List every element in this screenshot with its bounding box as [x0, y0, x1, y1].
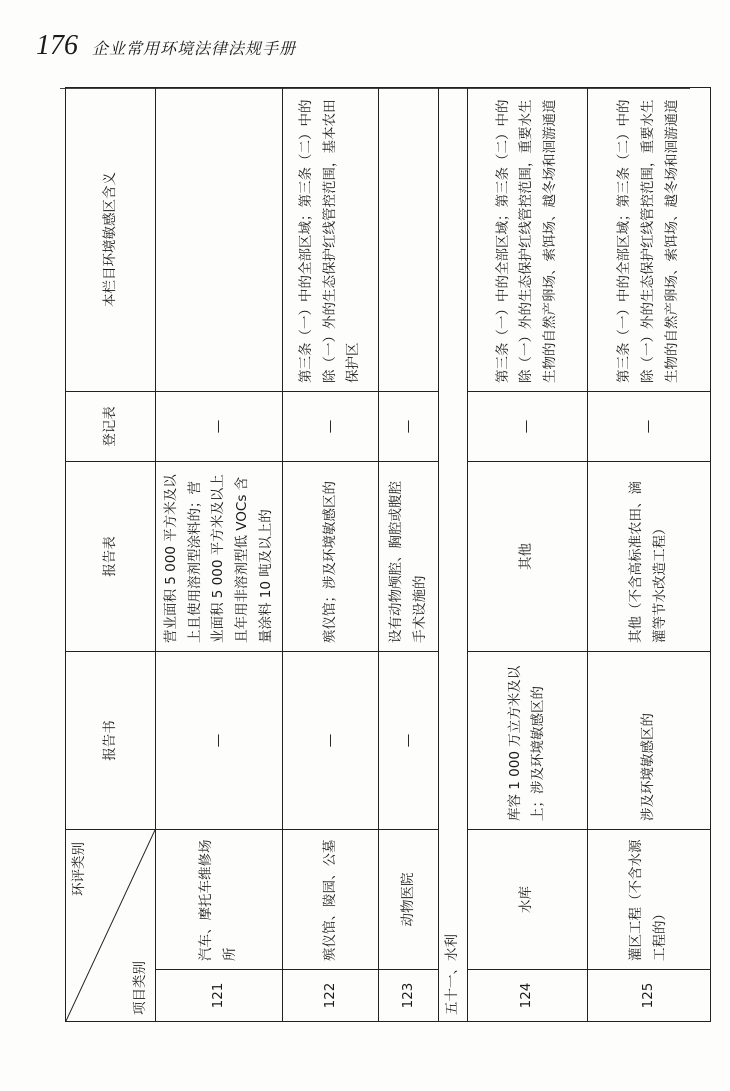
regulation-table-region [65, 88, 690, 1022]
table-row [156, 88, 283, 1022]
diagonal-header-cell [66, 830, 156, 1022]
table-row [283, 88, 379, 1022]
row-number: 124 [467, 970, 587, 1022]
row-number: 122 [283, 970, 379, 1022]
row-number: 123 [379, 970, 439, 1022]
row-report-form: 营业面积 5 000 平方米及以上且使用溶剂型涂料的；营业面积 5 000 平方米及以上且年用非溶剂型低 VOCs 含量涂料 10 吨及以上的 [156, 462, 283, 652]
diag-top-label: 环评类别 [71, 842, 87, 896]
row-report-book: — [283, 652, 379, 830]
col-sensitive: 本栏目环境敏感区含义 [66, 88, 156, 392]
row-report-form: 其他（不含高标准农田、滴灌等节水改造工程） [587, 462, 710, 652]
row-category: 水库 [467, 830, 587, 970]
row-register: — [379, 392, 439, 462]
book-title: 企业常用环境法律法规手册 [92, 39, 297, 58]
section-label: 五十一、水利 [439, 88, 468, 1022]
row-sensitive [379, 88, 439, 392]
table-row [467, 88, 587, 1022]
col-report-book: 报告书 [66, 652, 156, 830]
row-report-book: — [379, 652, 439, 830]
row-sensitive: 第三条（一）中的全部区域；第三条（二）中的除（一）外的生态保护红线管控范围，重要水生生物的自然产卵场、索饵场、越冬场和洄游通道 [467, 88, 587, 392]
row-number: 125 [587, 970, 710, 1022]
table-row [587, 88, 710, 1022]
row-report-form: 设有动物颅腔、胸腔或腹腔手术设施的 [379, 462, 439, 652]
section-row [439, 88, 468, 1022]
row-sensitive: 第三条（一）中的全部区域；第三条（二）中的除（一）外的生态保护红线管控范围，基本农田保护区 [283, 88, 379, 392]
row-sensitive: 第三条（一）中的全部区域；第三条（二）中的除（一）外的生态保护红线管控范围，重要水生生物的自然产卵场、索饵场、越冬场和洄游通道 [587, 88, 710, 392]
row-category: 汽车、摩托车维修场所 [156, 830, 283, 970]
page-header [36, 30, 296, 62]
row-category: 灌区工程（不含水源工程的） [587, 830, 710, 970]
row-report-book: — [156, 652, 283, 830]
row-register: — [467, 392, 587, 462]
row-number: 121 [156, 970, 283, 1022]
regulation-table [65, 87, 711, 1022]
row-category: 殡仪馆、陵园、公墓 [283, 830, 379, 970]
row-sensitive [156, 88, 283, 392]
row-report-form: 其他 [467, 462, 587, 652]
diag-bottom-label: 项目类别 [132, 961, 149, 1015]
row-register: — [156, 392, 283, 462]
table-row [379, 88, 439, 1022]
row-register: — [283, 392, 379, 462]
row-report-book: 库容 1 000 万立方米及以上；涉及环境敏感区的 [467, 652, 587, 830]
row-category: 动物医院 [379, 830, 439, 970]
page-number: 176 [36, 30, 78, 61]
row-register: — [587, 392, 710, 462]
row-report-book: 涉及环境敏感区的 [587, 652, 710, 830]
row-report-form: 殡仪馆；涉及环境敏感区的 [283, 462, 379, 652]
col-report-form: 报告表 [66, 462, 156, 652]
col-register: 登记表 [66, 392, 156, 462]
table-header-row [66, 88, 156, 1022]
